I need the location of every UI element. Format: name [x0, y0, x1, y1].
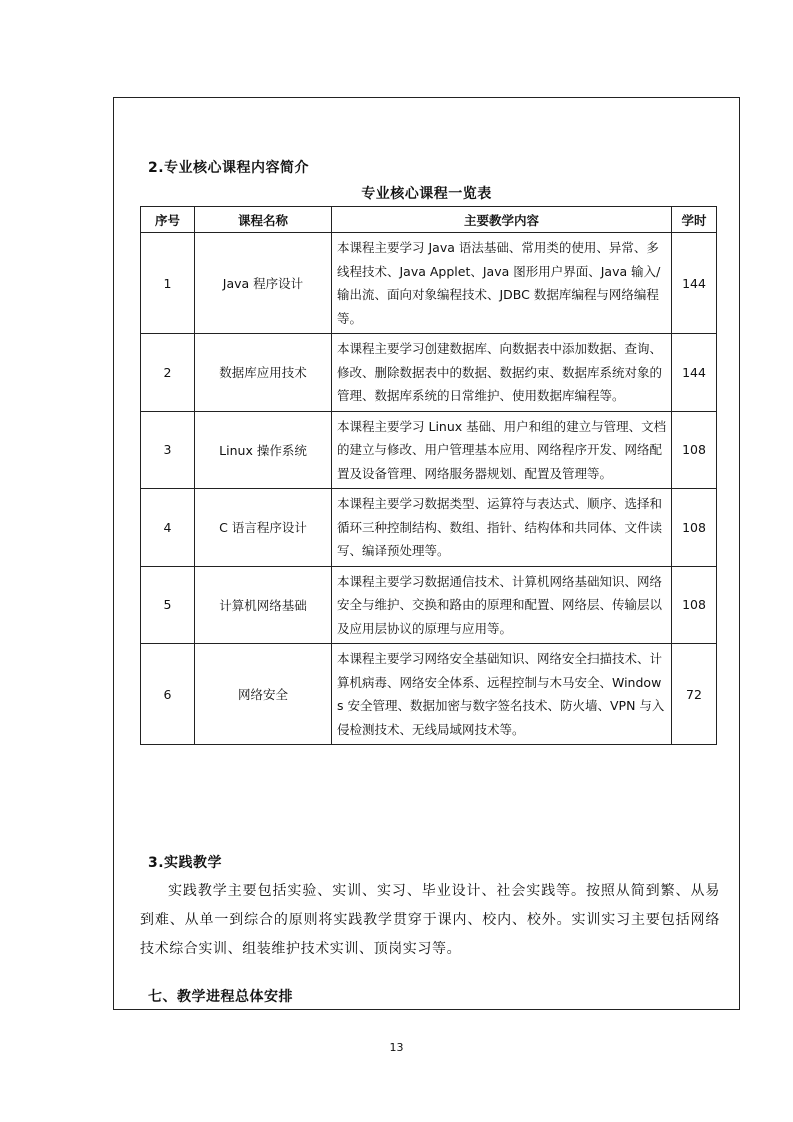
header-name: 课程名称 [195, 207, 332, 233]
row-hours: 144 [672, 233, 717, 334]
table-row [141, 334, 717, 412]
table-row [141, 233, 717, 334]
row-hours: 144 [672, 334, 717, 412]
row-course-content: 本课程主要学习创建数据库、向数据表中添加数据、查询、 修改、删除数据表中的数据、数据约束、数据库系统对象的管理、数据库系统的日常维护、使用数据库编程等。 [332, 334, 672, 412]
row-course-name: Java 程序设计 [195, 233, 332, 334]
section-2-title: 2.专业核心课程内容简介 [148, 160, 310, 176]
row-course-name: 网络安全 [195, 644, 332, 745]
row-course-content: 本课程主要学习 Linux 基础、用户和组的建立与管理、文档的建立与修改、用户管理基本应用、网络程序开发、网络配置及设备管理、网络服务器规划、配置及管理等。 [332, 411, 672, 489]
row-course-name: Linux 操作系统 [195, 411, 332, 489]
row-course-content: 本课程主要学习网络安全基础知识、网络安全扫描技术、计算机病毒、网络安全体系、远程控制与木马安全、Windows 安全管理、数据加密与数字签名技术、防火墙、VPN 与入侵检测技术、无线局域网技术等。 [332, 644, 672, 745]
row-hours: 108 [672, 411, 717, 489]
row-no: 2 [141, 334, 195, 412]
table-caption: 专业核心课程一览表 [361, 186, 492, 202]
row-course-content: 本课程主要学习 Java 语法基础、常用类的使用、异常、多线程技术、Java Applet、Java 图形用户界面、Java 输入/输出流、面向对象编程技术、JDBC 数据库编程与网络编程等。 [332, 233, 672, 334]
table-row [141, 489, 717, 567]
section-3-title: 3.实践教学 [148, 855, 223, 871]
row-course-content: 本课程主要学习数据通信技术、计算机网络基础知识、网络安全与维护、交换和路由的原理和配置、网络层、传输层以及应用层协议的原理与应用等。 [332, 566, 672, 644]
page-number: 13 [389, 1041, 404, 1054]
core-courses-table [140, 206, 717, 745]
header-no: 序号 [141, 207, 195, 233]
table-row [141, 411, 717, 489]
row-course-name: 数据库应用技术 [195, 334, 332, 412]
row-hours: 108 [672, 566, 717, 644]
row-course-content: 本课程主要学习数据类型、运算符与表达式、顺序、选择和循环三种控制结构、数组、指针、结构体和共同体、文件读写、编译预处理等。 [332, 489, 672, 567]
row-no: 6 [141, 644, 195, 745]
table-header-row [141, 207, 717, 233]
section-3-body: 实践教学主要包括实验、实训、实习、毕业设计、社会实践等。按照从简到繁、从易到难、从单一到综合的原则将实践教学贯穿于课内、校内、校外。实训实习主要包括网络技术综合实训、组装维护技术实训、顶岗实习等。 [140, 883, 720, 957]
row-hours: 108 [672, 489, 717, 567]
row-course-name: 计算机网络基础 [195, 566, 332, 644]
header-hours: 学时 [672, 207, 717, 233]
table-row [141, 644, 717, 745]
section-7-title: 七、教学进程总体安排 [148, 989, 293, 1005]
row-no: 5 [141, 566, 195, 644]
row-no: 3 [141, 411, 195, 489]
row-no: 4 [141, 489, 195, 567]
row-course-name: C 语言程序设计 [195, 489, 332, 567]
row-hours: 72 [672, 644, 717, 745]
table-row [141, 566, 717, 644]
row-no: 1 [141, 233, 195, 334]
header-content: 主要教学内容 [332, 207, 672, 233]
